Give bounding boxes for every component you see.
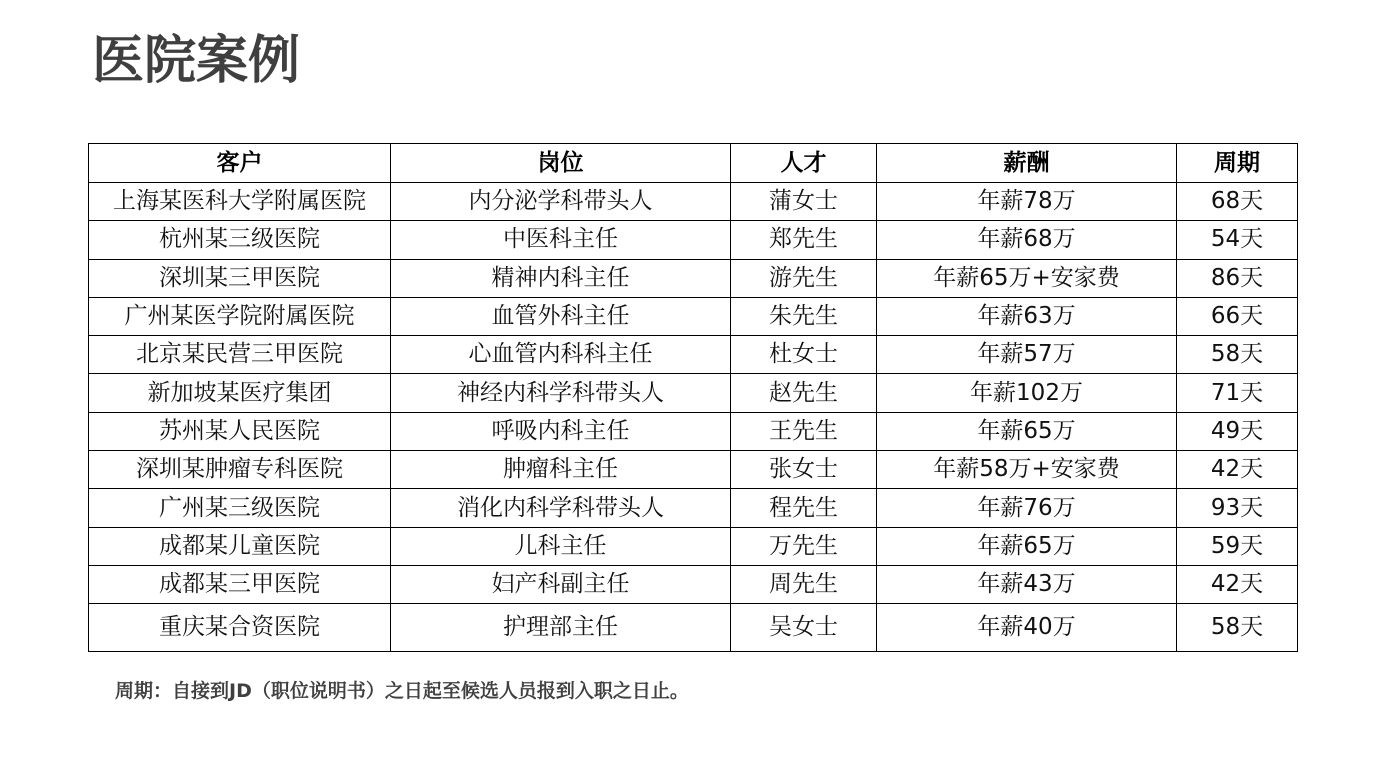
cell-cycle: 71天 — [1177, 374, 1298, 412]
cell-talent: 游先生 — [731, 259, 877, 297]
cell-client: 苏州某人民医院 — [89, 412, 391, 450]
column-header-client: 客户 — [89, 144, 391, 183]
cell-cycle: 58天 — [1177, 336, 1298, 374]
column-header-salary: 薪酬 — [877, 144, 1177, 183]
table-header-row — [89, 144, 1298, 183]
cell-salary: 年薪57万 — [877, 336, 1177, 374]
table-row — [89, 489, 1298, 527]
cell-client: 广州某三级医院 — [89, 489, 391, 527]
cell-client: 深圳某三甲医院 — [89, 259, 391, 297]
cell-position: 中医科主任 — [391, 221, 731, 259]
cell-position: 妇产科副主任 — [391, 565, 731, 603]
cell-cycle: 68天 — [1177, 183, 1298, 221]
cell-client: 杭州某三级医院 — [89, 221, 391, 259]
cell-talent: 赵先生 — [731, 374, 877, 412]
cell-talent: 杜女士 — [731, 336, 877, 374]
cell-position: 心血管内科科主任 — [391, 336, 731, 374]
cell-client: 成都某三甲医院 — [89, 565, 391, 603]
cell-client: 上海某医科大学附属医院 — [89, 183, 391, 221]
cycle-footnote: 周期：自接到JD（职位说明书）之日起至候选人员报到入职之日止。 — [115, 680, 689, 702]
table-row — [89, 412, 1298, 450]
cell-cycle: 42天 — [1177, 451, 1298, 489]
cell-talent: 张女士 — [731, 451, 877, 489]
cell-position: 内分泌学科带头人 — [391, 183, 731, 221]
cell-salary: 年薪58万+安家费 — [877, 451, 1177, 489]
cell-talent: 万先生 — [731, 527, 877, 565]
cell-position: 精神内科主任 — [391, 259, 731, 297]
table-row — [89, 297, 1298, 335]
cell-position: 消化内科学科带头人 — [391, 489, 731, 527]
cell-salary: 年薪40万 — [877, 604, 1177, 652]
column-header-cycle: 周期 — [1177, 144, 1298, 183]
cell-cycle: 66天 — [1177, 297, 1298, 335]
cell-salary: 年薪65万 — [877, 527, 1177, 565]
cell-talent: 程先生 — [731, 489, 877, 527]
cell-cycle: 59天 — [1177, 527, 1298, 565]
cell-cycle: 93天 — [1177, 489, 1298, 527]
cell-client: 北京某民营三甲医院 — [89, 336, 391, 374]
cell-cycle: 42天 — [1177, 565, 1298, 603]
cell-talent: 郑先生 — [731, 221, 877, 259]
table-row — [89, 527, 1298, 565]
table-row — [89, 374, 1298, 412]
table-row — [89, 336, 1298, 374]
cell-position: 呼吸内科主任 — [391, 412, 731, 450]
cell-talent: 周先生 — [731, 565, 877, 603]
cell-salary: 年薪63万 — [877, 297, 1177, 335]
cell-talent: 朱先生 — [731, 297, 877, 335]
cell-client: 新加坡某医疗集团 — [89, 374, 391, 412]
table-row — [89, 565, 1298, 603]
cell-salary: 年薪68万 — [877, 221, 1177, 259]
cell-talent: 王先生 — [731, 412, 877, 450]
cell-salary: 年薪78万 — [877, 183, 1177, 221]
cell-cycle: 49天 — [1177, 412, 1298, 450]
cell-client: 重庆某合资医院 — [89, 604, 391, 652]
cell-cycle: 58天 — [1177, 604, 1298, 652]
hospital-case-table — [88, 143, 1298, 652]
table-row — [89, 183, 1298, 221]
table-row — [89, 221, 1298, 259]
cell-position: 神经内科学科带头人 — [391, 374, 731, 412]
cell-position: 血管外科主任 — [391, 297, 731, 335]
column-header-position: 岗位 — [391, 144, 731, 183]
table-row — [89, 604, 1298, 652]
cell-salary: 年薪65万 — [877, 412, 1177, 450]
cell-salary: 年薪102万 — [877, 374, 1177, 412]
cell-client: 深圳某肿瘤专科医院 — [89, 451, 391, 489]
cell-salary: 年薪76万 — [877, 489, 1177, 527]
cell-client: 成都某儿童医院 — [89, 527, 391, 565]
cell-position: 儿科主任 — [391, 527, 731, 565]
page-title: 医院案例 — [92, 31, 301, 91]
cell-position: 肿瘤科主任 — [391, 451, 731, 489]
table-row — [89, 451, 1298, 489]
cell-position: 护理部主任 — [391, 604, 731, 652]
cell-cycle: 86天 — [1177, 259, 1298, 297]
cell-client: 广州某医学院附属医院 — [89, 297, 391, 335]
table-row — [89, 259, 1298, 297]
cell-salary: 年薪65万+安家费 — [877, 259, 1177, 297]
cell-salary: 年薪43万 — [877, 565, 1177, 603]
cell-talent: 吴女士 — [731, 604, 877, 652]
cell-talent: 蒲女士 — [731, 183, 877, 221]
column-header-talent: 人才 — [731, 144, 877, 183]
cell-cycle: 54天 — [1177, 221, 1298, 259]
